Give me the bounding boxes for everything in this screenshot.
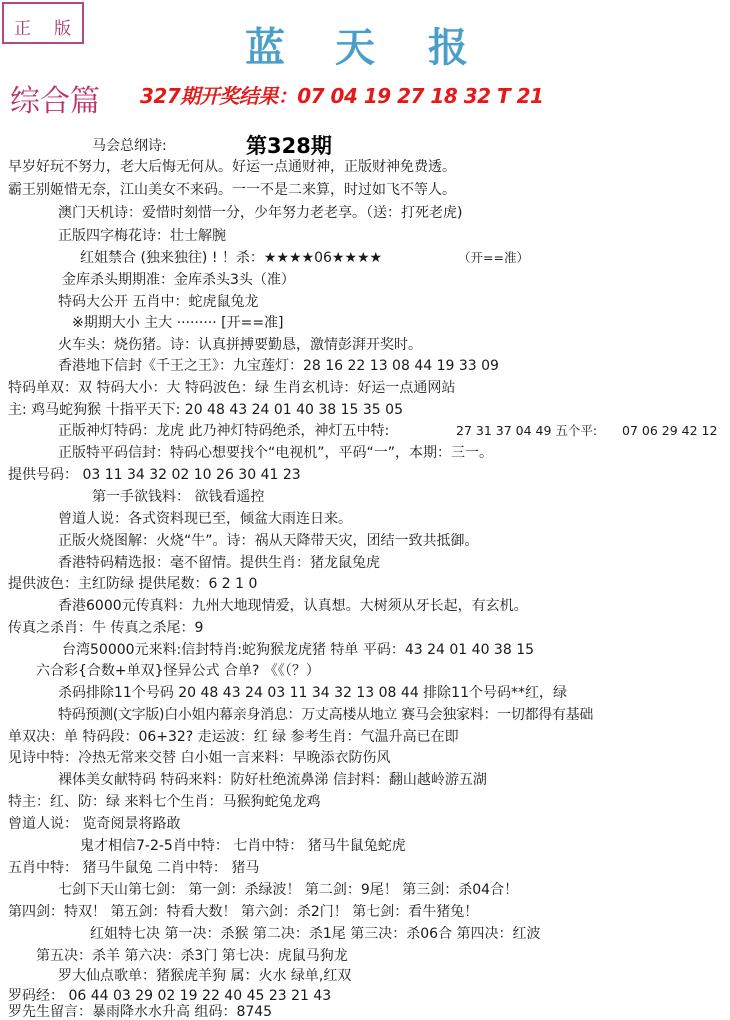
line-12: 特码单双：双 特码大小：大 特码波色：绿 生肖玄机诗：好运一点通网站 [8, 380, 456, 396]
line-21: 提供波色：主红防绿 提供尾数：6 2 1 0 [8, 576, 258, 592]
line-35: 七剑下天山第七剑： 第一剑：杀绿波！ 第二剑：9尾！ 第三剑：杀04合！ [58, 882, 519, 898]
line-02: 早岁好玩不努力，老大后悔无何从。好运一点通财神，正版财神免费透。 [8, 159, 456, 175]
line-19: 正版火烧图解：火烧“牛”。诗：祸从天降带天灾，团结一致共抵御。 [58, 533, 479, 549]
line-14b: 27 31 37 04 49 五个平: [456, 423, 598, 438]
line-20: 香港特码精选报：毫不留情。提供生肖：猪龙鼠兔虎 [58, 555, 380, 571]
title-char-1: 蓝 [245, 24, 287, 71]
section-heading: 综合篇 [10, 84, 100, 119]
line-14a: 正版神灯特码：龙虎 此乃神灯特码绝杀，神灯五中特: [58, 423, 390, 439]
title-char-3: 报 [428, 24, 470, 71]
draw-result: 327期开奖结果：07 04 19 27 18 32 T 21 [140, 84, 544, 108]
line-32: 曾道人说： 览奇阅景将路敢 [8, 816, 181, 832]
line-01: 马会总纲诗: [92, 138, 167, 154]
line-06a: 红姐禁合 (独来独往) ! ！杀：★★★★06★★★★ [80, 250, 383, 266]
line-27: 特码预测(文字版)白小姐内幕亲身消息：万丈高楼从地立 赛马会独家料：一切都得有基础 [58, 707, 594, 723]
line-14c: 07 06 29 42 12 [622, 423, 718, 438]
line-29: 见诗中特：冷热无常来交替 白小姐一言来料：早晚添衣防伤风 [8, 750, 391, 766]
line-34: 五肖中特： 猪马牛鼠兔 二肖中特： 猪马 [8, 860, 260, 876]
authentic-badge [2, 2, 84, 44]
line-38: 第五决：杀羊 第六决：杀3门 第七决：虎鼠马狗龙 [36, 948, 348, 964]
line-41: 罗先生留言：暴雨降水水升高 组码：8745 [8, 1004, 273, 1020]
line-28: 单双决：单 特码段：06+32? 走运波：红 绿 参考生肖：气温升高已在即 [8, 729, 459, 745]
line-09: ※期期大小 主大 ········· [开==准] [72, 315, 284, 331]
line-07: 金库杀头期期准：金库杀头3头（准） [62, 272, 295, 288]
line-40: 罗码经： 06 44 03 29 02 19 22 40 45 23 21 43 [8, 988, 332, 1004]
line-33: 鬼才相信7-2-5肖中特： 七肖中特： 猪马牛鼠兔蛇虎 [80, 838, 406, 854]
line-23: 传真之杀肖：牛 传真之杀尾：9 [8, 620, 204, 636]
title-char-2: 天 [335, 24, 377, 71]
line-22: 香港6000元传真料：九州大地现情爱，认真想。大树须从牙长起，有玄机。 [58, 598, 528, 614]
line-36: 第四剑：特双！ 第五剑：特看大数！ 第六剑：杀2门！ 第七剑：看牛猪兔！ [8, 904, 479, 920]
line-30: 裸体美女献特码 特码来料：防好杜绝流鼻涕 信封料：翻山越岭游五湖 [58, 772, 487, 788]
line-08: 特码大公开 五肖中：蛇虎鼠兔龙 [58, 294, 259, 310]
line-10: 火车头：烧伤猪。诗：认真拼搏要勤恳，激情彭湃开奖时。 [58, 337, 422, 353]
line-13: 主: 鸡马蛇狗猴 十指平天下: 20 48 43 24 01 40 38 15 35 05 [8, 402, 403, 418]
line-11: 香港地下信封《千王之王》：九宝莲灯：28 16 22 13 08 44 19 33 09 [58, 358, 499, 374]
line-37: 红姐特七决 第一决：杀猴 第二决：杀1尾 第三决：杀06合 第四决：红波 [90, 926, 541, 942]
line-16: 提供号码： 03 11 34 32 02 10 26 30 41 23 [8, 467, 301, 483]
line-24: 台湾50000元来料:信封特肖:蛇狗猴龙虎猪 特单 平码：43 24 01 40 38 15 [62, 642, 535, 658]
issue-number: 第328期 [246, 134, 332, 158]
line-04: 澳门天机诗：爱惜时刻惜一分，少年努力老老享。（送：打死老虎) [58, 205, 463, 221]
line-03: 霸王别姬惜无奈，江山美女不来码。一一不是二来算，时过如飞不等人。 [8, 182, 456, 198]
line-15: 正版特平码信封：特码心想要找个“电视机”，平码“一”，本期：三一。 [58, 445, 494, 461]
line-39: 罗大仙点歌单：猪猴虎羊狗 属：火水 绿单,红双 [58, 968, 352, 984]
line-31: 特主：红、防：绿 来料七个生肖：马猴狗蛇兔龙鸡 [8, 794, 321, 810]
line-05: 正版四字梅花诗：壮士解腕 [58, 228, 226, 244]
badge-char-2: 版 [54, 19, 71, 39]
line-26: 杀码排除11个号码 20 48 43 24 03 11 34 32 13 08 44 排除11个号码**红，绿 [58, 685, 567, 701]
line-25: 六合彩{合数+单双}怪异公式 合单? 《《（？） [36, 663, 320, 679]
badge-char-1: 正 [14, 19, 31, 39]
line-17: 第一手欲钱料： 欲钱看遥控 [92, 489, 265, 505]
line-06b: （开==准） [458, 250, 529, 265]
line-18: 曾道人说：各式资料现已至，倾盆大雨连日来。 [58, 511, 352, 527]
